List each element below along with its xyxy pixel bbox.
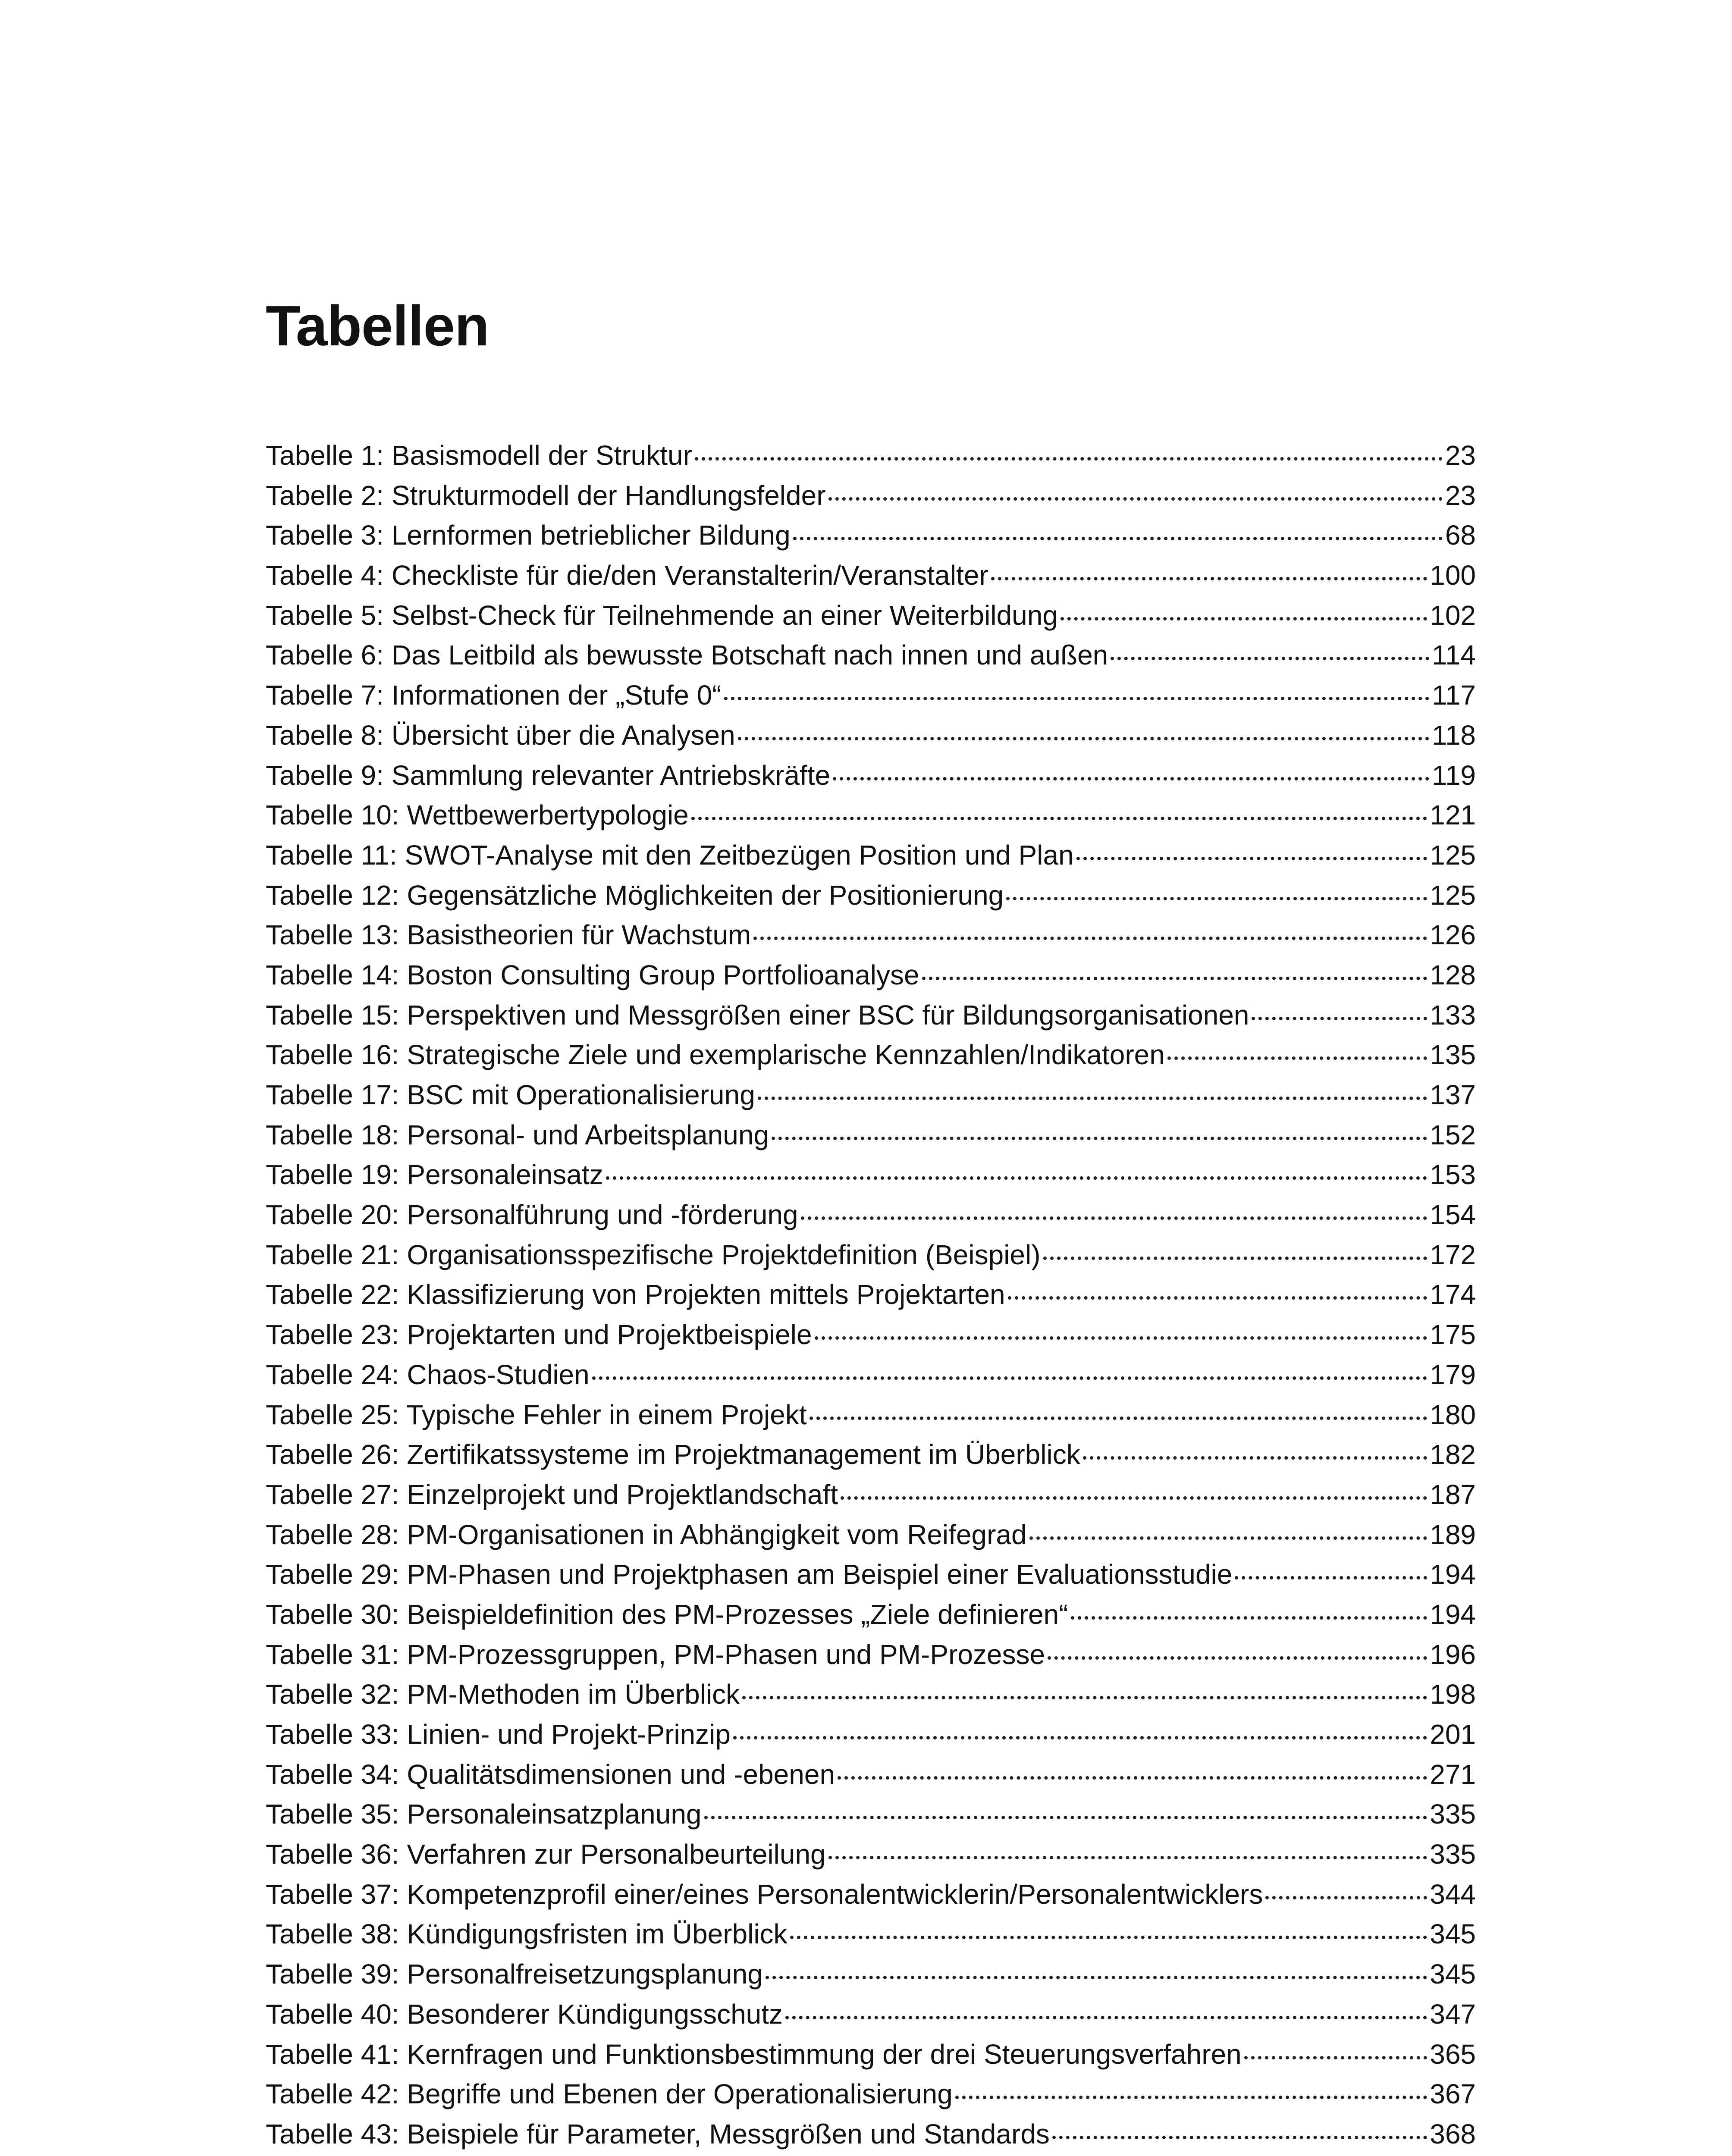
toc-entry[interactable] — [266, 1674, 1476, 1714]
toc-entry[interactable] — [266, 1155, 1476, 1195]
toc-entry-label: Tabelle 11: SWOT-Analyse mit den Zeitbezügen Position und Plan — [266, 839, 1074, 871]
dot-leader — [828, 1856, 1428, 1859]
toc-entry-page-number — [1430, 2154, 1476, 2156]
toc-entry-page-number: 368 — [1430, 2118, 1476, 2150]
toc-entry-label: Tabelle 1: Basismodell der Struktur — [266, 440, 692, 471]
toc-entry-label: Tabelle 24: Chaos-Studien — [266, 1359, 590, 1390]
toc-entry-page-number: 117 — [1431, 680, 1476, 711]
dot-leader — [704, 1816, 1428, 1819]
dot-leader — [1052, 2136, 1427, 2139]
toc-entry-label: Tabelle 9: Sammlung relevanter Antriebskräfte — [266, 759, 831, 791]
toc-entry[interactable] — [266, 675, 1476, 715]
dot-leader — [691, 817, 1427, 820]
toc-entry-label: Tabelle 28: PM-Organisationen in Abhängigkeit vom Reifegrad — [266, 1519, 1027, 1550]
toc-entry[interactable] — [266, 1395, 1476, 1435]
toc-entry-page-number: 365 — [1430, 2038, 1476, 2070]
toc-entry-label: Tabelle 40: Besonderer Kündigungsschutz — [266, 1998, 783, 2030]
toc-entry[interactable] — [266, 515, 1476, 555]
toc-entry[interactable] — [266, 955, 1476, 995]
dot-leader — [1071, 1616, 1428, 1620]
dot-leader — [695, 457, 1443, 461]
toc-entry-page-number: 175 — [1430, 1319, 1476, 1351]
toc-entry[interactable] — [266, 1115, 1476, 1155]
toc-entry[interactable] — [266, 2154, 1476, 2156]
toc-entry-page-number: 187 — [1430, 1479, 1476, 1510]
toc-entry-page-number: 189 — [1430, 1519, 1476, 1550]
toc-entry[interactable] — [266, 555, 1476, 595]
toc-entry-label: Tabelle 14: Boston Consulting Group Portfolioanalyse — [266, 959, 919, 990]
dot-leader — [1244, 2056, 1428, 2059]
dot-leader — [1061, 617, 1427, 620]
toc-entry-page-number: 201 — [1430, 1719, 1476, 1750]
toc-entry[interactable] — [266, 1874, 1476, 1915]
dot-leader — [1083, 1456, 1428, 1460]
toc-entry-page-number: 172 — [1430, 1239, 1476, 1270]
toc-entry-label: Tabelle 19: Personaleinsatz — [266, 1159, 603, 1191]
dot-leader — [733, 1736, 1427, 1739]
toc-entry-page-number: 119 — [1431, 759, 1476, 791]
dot-leader — [833, 777, 1429, 780]
toc-entry[interactable] — [266, 1794, 1476, 1834]
toc-entry-page-number: 196 — [1430, 1639, 1476, 1670]
toc-entry-page-number: 137 — [1430, 1079, 1476, 1110]
toc-entry-label: Tabelle 30: Beispieldefinition des PM-Prozesses „Ziele definieren“ — [266, 1598, 1068, 1630]
dot-leader — [1048, 1656, 1427, 1660]
toc-entry-label: Tabelle 5: Selbst-Check für Teilnehmende an einer Weiterbildung — [266, 599, 1058, 631]
toc-entry[interactable] — [266, 715, 1476, 755]
toc-entry-label: Tabelle 4: Checkliste für die/den Veranstalterin/Veranstalter — [266, 560, 988, 591]
dot-leader — [738, 737, 1429, 740]
toc-entry[interactable] — [266, 1035, 1476, 1075]
toc-entry-page-number: 174 — [1430, 1279, 1476, 1310]
dot-leader — [793, 537, 1443, 540]
dot-leader — [955, 2096, 1427, 2099]
toc-entry-label — [266, 2154, 1159, 2156]
toc-entry-page-number: 126 — [1430, 919, 1476, 951]
toc-entry-label: Tabelle 23: Projektarten und Projektbeispiele — [266, 1319, 812, 1351]
toc-entry-page-number: 23 — [1445, 479, 1476, 511]
toc-entry[interactable] — [266, 995, 1476, 1035]
toc-entry-page-number: 154 — [1430, 1199, 1476, 1231]
dot-leader — [766, 1976, 1427, 1979]
dot-leader — [1167, 1056, 1427, 1060]
dot-leader — [991, 577, 1428, 580]
toc-entry[interactable] — [266, 1235, 1476, 1275]
toc-entry-page-number: 347 — [1430, 1998, 1476, 2030]
toc-entry-label: Tabelle 36: Verfahren zur Personalbeurteilung — [266, 1839, 826, 1870]
table-of-tables — [266, 436, 1476, 2156]
toc-entry-label: Tabelle 39: Personalfreisetzungsplanung — [266, 1959, 763, 1990]
toc-entry-label: Tabelle 13: Basistheorien für Wachstum — [266, 919, 751, 951]
dot-leader — [592, 1376, 1428, 1380]
toc-entry-label: Tabelle 8: Übersicht über die Analysen — [266, 719, 735, 751]
toc-entry[interactable] — [266, 1075, 1476, 1115]
dot-leader — [724, 697, 1429, 700]
toc-entry[interactable] — [266, 476, 1476, 516]
toc-entry-label: Tabelle 12: Gegensätzliche Möglichkeiten der Positionierung — [266, 879, 1004, 911]
toc-entry[interactable] — [266, 2114, 1476, 2154]
toc-entry[interactable] — [266, 1635, 1476, 1675]
dot-leader — [758, 1097, 1427, 1100]
toc-entry[interactable] — [266, 1275, 1476, 1315]
toc-entry-page-number: 102 — [1430, 599, 1476, 631]
toc-entry-page-number: 135 — [1430, 1039, 1476, 1071]
toc-entry-page-number: 344 — [1430, 1878, 1476, 1910]
toc-entry[interactable] — [266, 1994, 1476, 2034]
toc-entry-page-number: 100 — [1430, 560, 1476, 591]
toc-entry-page-number: 128 — [1430, 959, 1476, 990]
toc-entry[interactable] — [266, 915, 1476, 955]
toc-entry[interactable] — [266, 2074, 1476, 2114]
dot-leader — [742, 1696, 1427, 1699]
toc-entry-label: Tabelle 42: Begriffe und Ebenen der Operationalisierung — [266, 2078, 953, 2110]
toc-entry-label: Tabelle 2: Strukturmodell der Handlungsfelder — [266, 479, 826, 511]
page-title: Tabellen — [266, 294, 489, 357]
toc-entry-page-number: 345 — [1430, 1959, 1476, 1990]
dot-leader — [1043, 1257, 1428, 1260]
toc-entry[interactable] — [266, 436, 1476, 476]
toc-entry-label: Tabelle 37: Kompetenzprofil einer/eines Personalentwicklerin/Personalentwicklers — [266, 1878, 1263, 1910]
toc-entry-label: Tabelle 33: Linien- und Projekt-Prinzip — [266, 1719, 731, 1750]
toc-entry-label: Tabelle 41: Kernfragen und Funktionsbestimmung der drei Steuerungsverfahren — [266, 2038, 1242, 2070]
toc-entry-label: Tabelle 25: Typische Fehler in einem Projekt — [266, 1399, 807, 1430]
toc-entry[interactable] — [266, 1954, 1476, 1994]
toc-entry-page-number: 68 — [1445, 520, 1476, 551]
toc-entry[interactable] — [266, 1714, 1476, 1755]
dot-leader — [1029, 1536, 1428, 1540]
toc-entry-label: Tabelle 43: Beispiele für Parameter, Messgrößen und Standards — [266, 2118, 1050, 2150]
dot-leader — [810, 1416, 1428, 1420]
toc-entry-label: Tabelle 29: PM-Phasen und Projektphasen am Beispiel einer Evaluationsstudie — [266, 1559, 1233, 1590]
toc-entry[interactable] — [266, 1595, 1476, 1635]
toc-entry-label: Tabelle 21: Organisationsspezifische Projektdefinition (Beispiel) — [266, 1239, 1041, 1270]
toc-entry-page-number: 182 — [1430, 1439, 1476, 1470]
dot-leader — [1008, 1296, 1428, 1300]
toc-entry-page-number: 345 — [1430, 1918, 1476, 1950]
toc-entry[interactable] — [266, 1315, 1476, 1355]
toc-entry-page-number: 367 — [1430, 2078, 1476, 2110]
toc-entry-page-number: 153 — [1430, 1159, 1476, 1191]
toc-entry-page-number: 125 — [1430, 839, 1476, 871]
toc-entry-page-number: 335 — [1430, 1799, 1476, 1830]
toc-entry-page-number: 125 — [1430, 879, 1476, 911]
toc-entry[interactable] — [266, 595, 1476, 636]
toc-entry-page-number: 180 — [1430, 1399, 1476, 1430]
toc-entry[interactable] — [266, 635, 1476, 675]
toc-entry-label: Tabelle 38: Kündigungsfristen im Überblick — [266, 1918, 788, 1950]
toc-entry-page-number: 335 — [1430, 1839, 1476, 1870]
toc-entry-label: Tabelle 31: PM-Prozessgruppen, PM-Phasen und PM-Prozesse — [266, 1639, 1045, 1670]
toc-entry-page-number: 121 — [1430, 799, 1476, 831]
toc-entry[interactable] — [266, 1755, 1476, 1795]
dot-leader — [606, 1176, 1428, 1180]
dot-leader — [1252, 1017, 1427, 1020]
toc-entry-label: Tabelle 16: Strategische Ziele und exemplarische Kennzahlen/Indikatoren — [266, 1039, 1165, 1071]
dot-leader — [1006, 897, 1427, 900]
dot-leader — [838, 1776, 1427, 1780]
dot-leader — [841, 1496, 1427, 1500]
toc-entry-page-number: 179 — [1430, 1359, 1476, 1390]
toc-entry-label: Tabelle 22: Klassifizierung von Projekten mittels Projektarten — [266, 1279, 1005, 1310]
dot-leader — [828, 497, 1443, 501]
toc-entry-label: Tabelle 7: Informationen der „Stufe 0“ — [266, 680, 722, 711]
toc-entry-page-number: 198 — [1430, 1679, 1476, 1710]
toc-entry-page-number: 133 — [1430, 999, 1476, 1031]
dot-leader — [753, 937, 1427, 940]
toc-entry[interactable] — [266, 795, 1476, 835]
toc-entry-label: Tabelle 35: Personaleinsatzplanung — [266, 1799, 702, 1830]
dot-leader — [1076, 857, 1428, 860]
toc-entry[interactable] — [266, 1834, 1476, 1874]
dot-leader — [1265, 1896, 1427, 1899]
toc-entry[interactable] — [266, 2034, 1476, 2075]
dot-leader — [785, 2016, 1427, 2019]
toc-entry[interactable] — [266, 1355, 1476, 1395]
toc-entry[interactable] — [266, 1475, 1476, 1515]
dot-leader — [922, 977, 1428, 980]
toc-entry-label: Tabelle 34: Qualitätsdimensionen und -ebenen — [266, 1758, 835, 1790]
toc-entry-page-number: 271 — [1430, 1758, 1476, 1790]
toc-entry[interactable] — [266, 1195, 1476, 1235]
toc-entry[interactable] — [266, 1554, 1476, 1595]
toc-entry[interactable] — [266, 1914, 1476, 1954]
toc-entry-label: Tabelle 26: Zertifikatssysteme im Projektmanagement im Überblick — [266, 1439, 1080, 1470]
toc-entry-label: Tabelle 27: Einzelprojekt und Projektlandschaft — [266, 1479, 838, 1510]
dot-leader — [801, 1216, 1428, 1220]
toc-entry-label: Tabelle 18: Personal- und Arbeitsplanung — [266, 1119, 769, 1150]
dot-leader — [815, 1336, 1428, 1340]
dot-leader — [772, 1137, 1427, 1140]
toc-entry-label: Tabelle 6: Das Leitbild als bewusste Botschaft nach innen und außen — [266, 639, 1108, 671]
toc-entry-page-number: 118 — [1431, 719, 1476, 751]
dot-leader — [790, 1936, 1428, 1939]
dot-leader — [1111, 657, 1429, 660]
toc-entry-label: Tabelle 10: Wettbewerbertypologie — [266, 799, 689, 831]
toc-entry-page-number: 194 — [1430, 1598, 1476, 1630]
toc-entry-label: Tabelle 3: Lernformen betrieblicher Bildung — [266, 520, 791, 551]
toc-entry-label: Tabelle 32: PM-Methoden im Überblick — [266, 1679, 740, 1710]
toc-entry-label: Tabelle 17: BSC mit Operationalisierung — [266, 1079, 755, 1110]
toc-entry[interactable] — [266, 1515, 1476, 1555]
toc-entry[interactable] — [266, 755, 1476, 796]
toc-entry-label: Tabelle 15: Perspektiven und Messgrößen einer BSC für Bildungsorganisationen — [266, 999, 1249, 1031]
toc-entry-page-number: 23 — [1445, 440, 1476, 471]
dot-leader — [1235, 1576, 1427, 1579]
toc-entry-label: Tabelle 20: Personalführung und -förderung — [266, 1199, 798, 1231]
toc-entry-page-number: 114 — [1431, 639, 1476, 671]
toc-entry[interactable] — [266, 1435, 1476, 1475]
toc-entry-page-number: 194 — [1430, 1559, 1476, 1590]
toc-entry-page-number: 152 — [1430, 1119, 1476, 1150]
toc-entry[interactable] — [266, 875, 1476, 915]
toc-entry[interactable] — [266, 835, 1476, 875]
